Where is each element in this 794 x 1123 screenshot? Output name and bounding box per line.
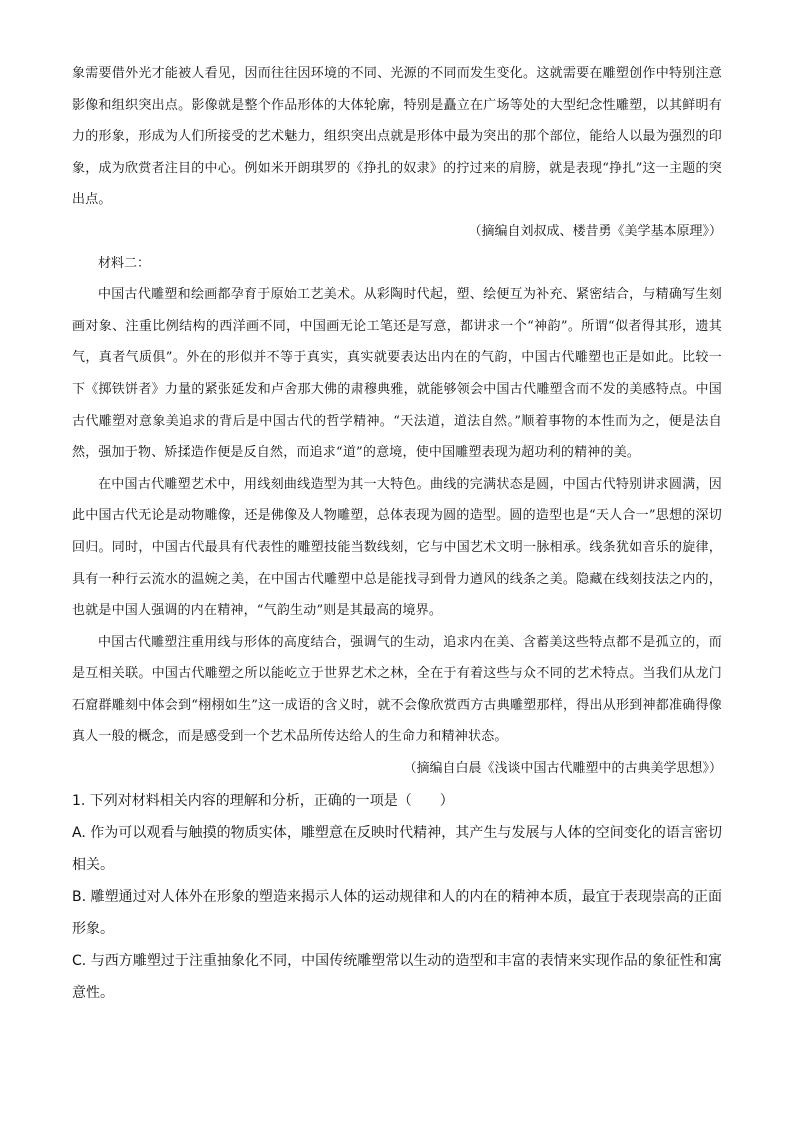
question-stem: 1. 下列对材料相关内容的理解和分析，正确的一项是（ ） (72, 792, 454, 809)
option-c[interactable]: C. 与西方雕塑过于注重抽象化不同，中国传统雕塑常以生动的造型和丰富的表情来实现作品的象征性和寓意性。 (72, 952, 722, 1001)
material2-paragraph: 中国古代雕塑和绘画都孕育于原始工艺美术。从彩陶时代起，塑、绘便互为补充、紧密结合，与精确写生刻画对象、注重比例结构的西洋画不同，中国画无论工笔还是写意，都讲求一个“神韵”。所谓“似者得其形，遗其气，真者气质俱”。外在的形似并不等于真实，真实就要表达出内在的气韵，中国古代雕塑也正是如此。比较一下《掷铁饼者》力量的紧张延发和卢舍那大佛的肃穆典雅，就能够领会中国古代雕塑含而不发的美感特点。中国古代雕塑对意象美追求的背后是中国古代的哲学精神。“天法道，道法自然。”顺着事物的本性而为之，便是法自然，强加于物、矫揉造作便是反自然，而追求“道”的意境，使中国雕塑表现为超功利的精神的美。 (72, 287, 722, 461)
material1-source: （摘编自刘叔成、楼昔勇《美学基本原理》） (468, 223, 722, 239)
material1-paragraph: 象需要借外光才能被人看见，因而往往因环境的不同、光源的不同而发生变化。这就需要在雕塑创作中特别注意影像和组织突出点。影像就是整个作品形体的大体轮廓，特别是矗立在广场等处的大型纪念性雕塑，以其鲜明有力的形象，形成为人们所接受的艺术魅力，组织突出点就是形体中最为突出的那个部位，能给人以最为强烈的印象，成为欣赏者注目的中心。例如米开朗琪罗的《挣扎的奴隶》的拧过来的肩膀，就是表现“挣扎”这一主题的突出点。 (72, 66, 722, 208)
material2-paragraph: 在中国古代雕塑艺术中，用线刻曲线造型为其一大特色。曲线的完满状态是圆，中国古代特别讲求圆满，因此中国古代无论是动物雕像，还是佛像及人物雕塑，总体表现为圆的造型。圆的造型也是“天人合一”思想的深切回归。同时，中国古代最具有代表性的雕塑技能当数线刻，它与中国艺术文明一脉相承。线条犹如音乐的旋律，具有一种行云流水的温婉之美，在中国古代雕塑中总是能找寻到骨力遒风的线条之美。隐藏在线刻技法之内的，也就是中国人强调的内在精神，“气韵生动”则是其最高的境界。 (72, 476, 722, 619)
document-page (72, 58, 722, 1009)
material2-paragraph: 中国古代雕塑注重用线与形体的高度结合，强调气的生动，追求内在美、含蓄美这些特点都不是孤立的，而是互相关联。中国古代雕塑之所以能屹立于世界艺术之林，全在于有着这些与众不同的艺术特点。当我们从龙门石窟群雕刻中体会到“栩栩如生”这一成语的含义时，就不会像欣赏西方古典雕塑那样，得出从形到神都准确得像真人一般的概念，而是感受到一个艺术品所传达给人的生命力和精神状态。 (72, 634, 722, 745)
material2-label: 材料二： (98, 255, 151, 271)
material2-source: （摘编自白晨《浅谈中国古代雕塑中的古典美学思想》） (403, 761, 722, 777)
option-b[interactable]: B. 雕塑通过对人体外在形象的塑造来揭示人体的运动规律和人的内在的精神本质，最宜于表现崇高的正面形象。 (72, 888, 722, 937)
option-a[interactable]: A. 作为可以观看与触摸的物质实体，雕塑意在反映时代精神，其产生与发展与人体的空间变化的语言密切相关。 (72, 824, 722, 873)
